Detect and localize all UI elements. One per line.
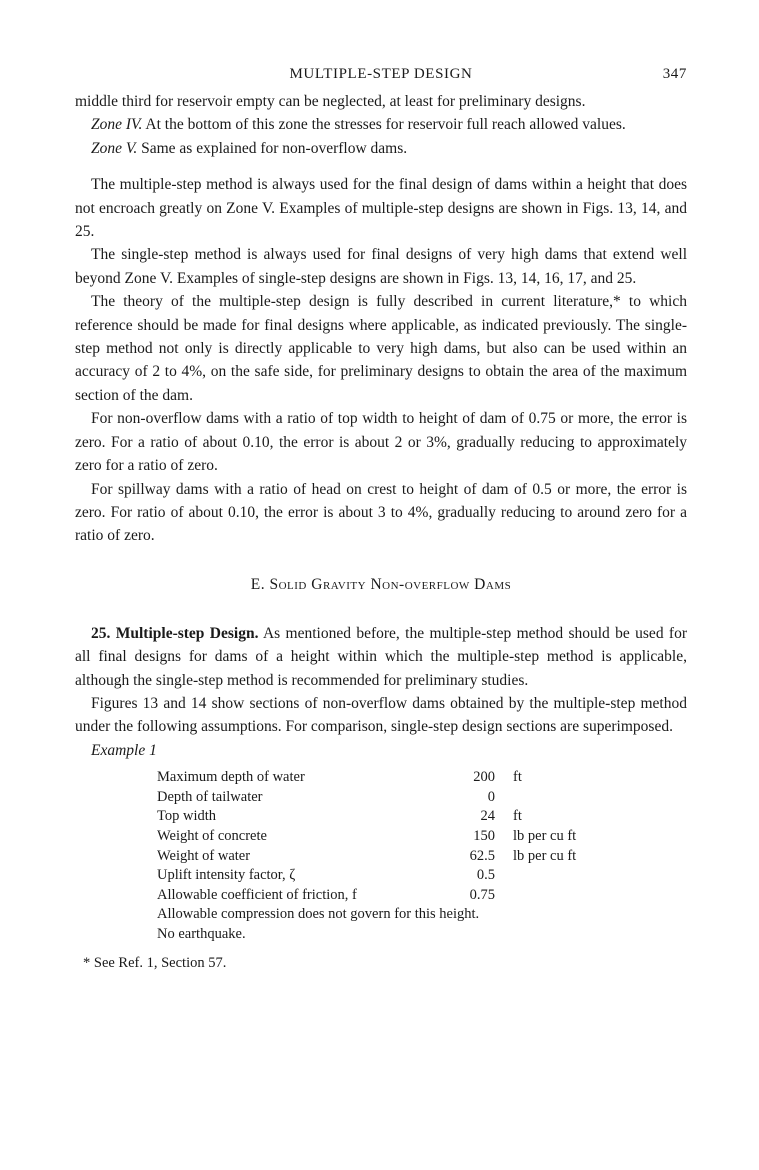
param-label: Uplift intensity factor, ζ <box>157 867 296 884</box>
param-value: 0.75 <box>469 886 495 903</box>
param-value: 24 <box>480 808 495 825</box>
zone-iv-label: Zone IV. <box>91 116 143 134</box>
param-unit: ft <box>513 808 522 825</box>
paragraph-figures: Figures 13 and 14 show sections of non-overflow dams obtained by the multiple-step method under the following assumptions. For comparison, single-step design sections are superimposed. <box>75 694 687 736</box>
param-unit <box>495 866 513 886</box>
example-note: No earthquake. <box>157 925 246 942</box>
param-value: 150 <box>473 827 495 844</box>
param-value: 0.5 <box>476 867 495 884</box>
param-unit: lb per cu ft <box>513 827 577 844</box>
param-value: 62.5 <box>469 847 495 864</box>
example-parameters <box>157 768 687 944</box>
param-row <box>157 886 687 906</box>
running-title: MULTIPLE-STEP DESIGN <box>289 66 473 82</box>
paragraph-single-step: The single-step method is always used for final designs of very high dams that extend well beyond Zone V. Examples of single-step designs are shown in Figs. 13, 14, 16, 17, and 25. <box>75 246 687 287</box>
param-row <box>157 847 687 867</box>
page <box>75 66 687 973</box>
paragraph-theory: The theory of the multiple-step design is fully described in current literature,* to which reference should be made for final designs where applicable, as indicated previously. The single-step method not only is directly applicable to very high dams, but also can be used within an accuracy of 2 to 4%, on the safe side, for preliminary designs to obtain the area of the maximum section of the dam. <box>75 293 687 404</box>
param-unit: lb per cu ft <box>513 847 577 864</box>
article-text: As mentioned before, the multiple-step method should be used for all final designs for dams of a height within which the multiple-step method is applicable, although the single-step method is recommended for preliminary studies. <box>75 624 688 689</box>
paragraph-continuation: middle third for reservoir empty can be neglected, at least for preliminary designs. <box>75 93 586 110</box>
param-label: Top width <box>157 808 216 825</box>
paragraph-zone-v <box>75 137 687 160</box>
param-unit <box>495 788 513 808</box>
example-note: Allowable compression does not govern for this height. <box>157 906 480 923</box>
paragraph-non-overflow-error: For non-overflow dams with a ratio of top width to height of dam of 0.75 or more, the error is zero. For a ratio of about 0.10, the error is about 2 or 3%, gradually reducing to approximately zero for a ratio of zero. <box>75 410 687 475</box>
paragraph-multiple-step: The multiple-step method is always used for the final design of dams within a height that does not encroach greatly on Zone V. Examples of multiple-step designs are shown in Figs. 13, 14, and 25. <box>75 176 687 241</box>
article-paragraph <box>75 622 687 692</box>
param-value: 200 <box>473 769 495 786</box>
param-row <box>157 827 687 847</box>
param-label: Weight of water <box>157 847 251 864</box>
param-row <box>157 866 687 886</box>
zone-v-text: Same as explained for non-overflow dams. <box>137 139 408 157</box>
paragraph-spillway-error: For spillway dams with a ratio of head on crest to height of dam of 0.5 or more, the error is zero. For ratio of about 0.10, the error is about 3 to 4%, gradually reducing to around zero for a ratio of zero. <box>75 480 687 545</box>
param-label: Weight of concrete <box>157 827 267 844</box>
paragraph-zone-iv <box>75 113 687 136</box>
example-label: Example 1 <box>91 741 157 759</box>
param-unit: ft <box>513 769 522 786</box>
footnote: * See Ref. 1, Section 57. <box>83 954 227 971</box>
param-row <box>157 807 687 827</box>
param-value: 0 <box>487 788 495 805</box>
param-label: Depth of tailwater <box>157 788 263 805</box>
article-title: 25. Multiple-step Design. <box>91 624 259 642</box>
param-row <box>157 788 687 808</box>
running-head <box>75 66 687 90</box>
zone-v-label: Zone V. <box>91 139 138 157</box>
param-label: Maximum depth of water <box>157 769 305 786</box>
param-row <box>157 768 687 788</box>
section-heading: E. Solid Gravity Non-overflow Dams <box>250 575 512 593</box>
page-number: 347 <box>662 66 687 82</box>
param-label: Allowable coefficient of friction, f <box>157 886 357 903</box>
param-unit <box>495 886 513 906</box>
zone-iv-text: At the bottom of this zone the stresses for reservoir full reach allowed values. <box>142 116 626 134</box>
